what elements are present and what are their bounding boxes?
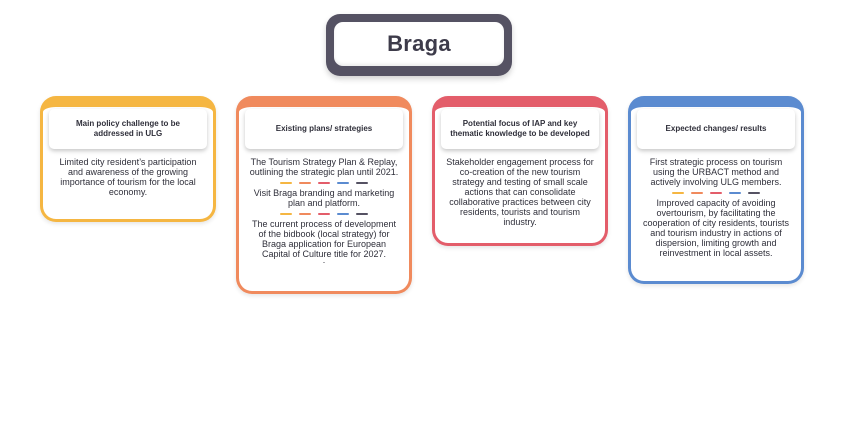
card-paragraph: Stakeholder engagement process for co-creation of the new tourism strategy and testing of small scale actions that can consolidate collaborative practices between city residents, tourists and tourism industry. [446,157,594,227]
card-paragraph: Visit Braga branding and marketing plan and platform. [253,188,395,208]
card-heading: Main policy challenge to be addressed in ULG [49,109,207,149]
card-heading: Potential focus of IAP and key thematic knowledge to be developed [441,109,599,149]
title-frame [326,14,512,76]
card-iap-focus [432,96,608,246]
card-paragraph: Limited city resident’s participation and awareness of the growing importance of tourism for the local economy. [59,157,197,197]
dash-separator [249,213,399,215]
card-heading: Existing plans/ strategies [245,109,403,149]
card-body [641,157,791,258]
card-policy-challenge [40,96,216,222]
card-body [249,157,399,265]
card-body [53,157,203,197]
end-dot: · [322,257,326,267]
dash-separator [249,182,399,184]
card-paragraph: The Tourism Strategy Plan & Replay, outlining the strategic plan until 2021. [249,157,399,177]
dash-separator [641,192,791,194]
title-box [334,22,504,66]
card-body [445,157,595,227]
card-existing-plans [236,96,412,294]
card-paragraph: First strategic process on tourism using the URBACT method and actively involving ULG members. [649,157,783,187]
card-heading: Expected changes/ results [637,109,795,149]
card-expected-results [628,96,804,284]
page-title: Braga [387,31,451,56]
card-paragraph: The current process of development of the bidbook (local strategy) for Braga application for European Capital of Culture title for 2027. [251,219,397,259]
card-paragraph: Improved capacity of avoiding overtourism, by facilitating the cooperation of city residents, tourists and tourism industry in actions of dispersion, limiting growth and reinvestment in local assets. [642,198,790,258]
